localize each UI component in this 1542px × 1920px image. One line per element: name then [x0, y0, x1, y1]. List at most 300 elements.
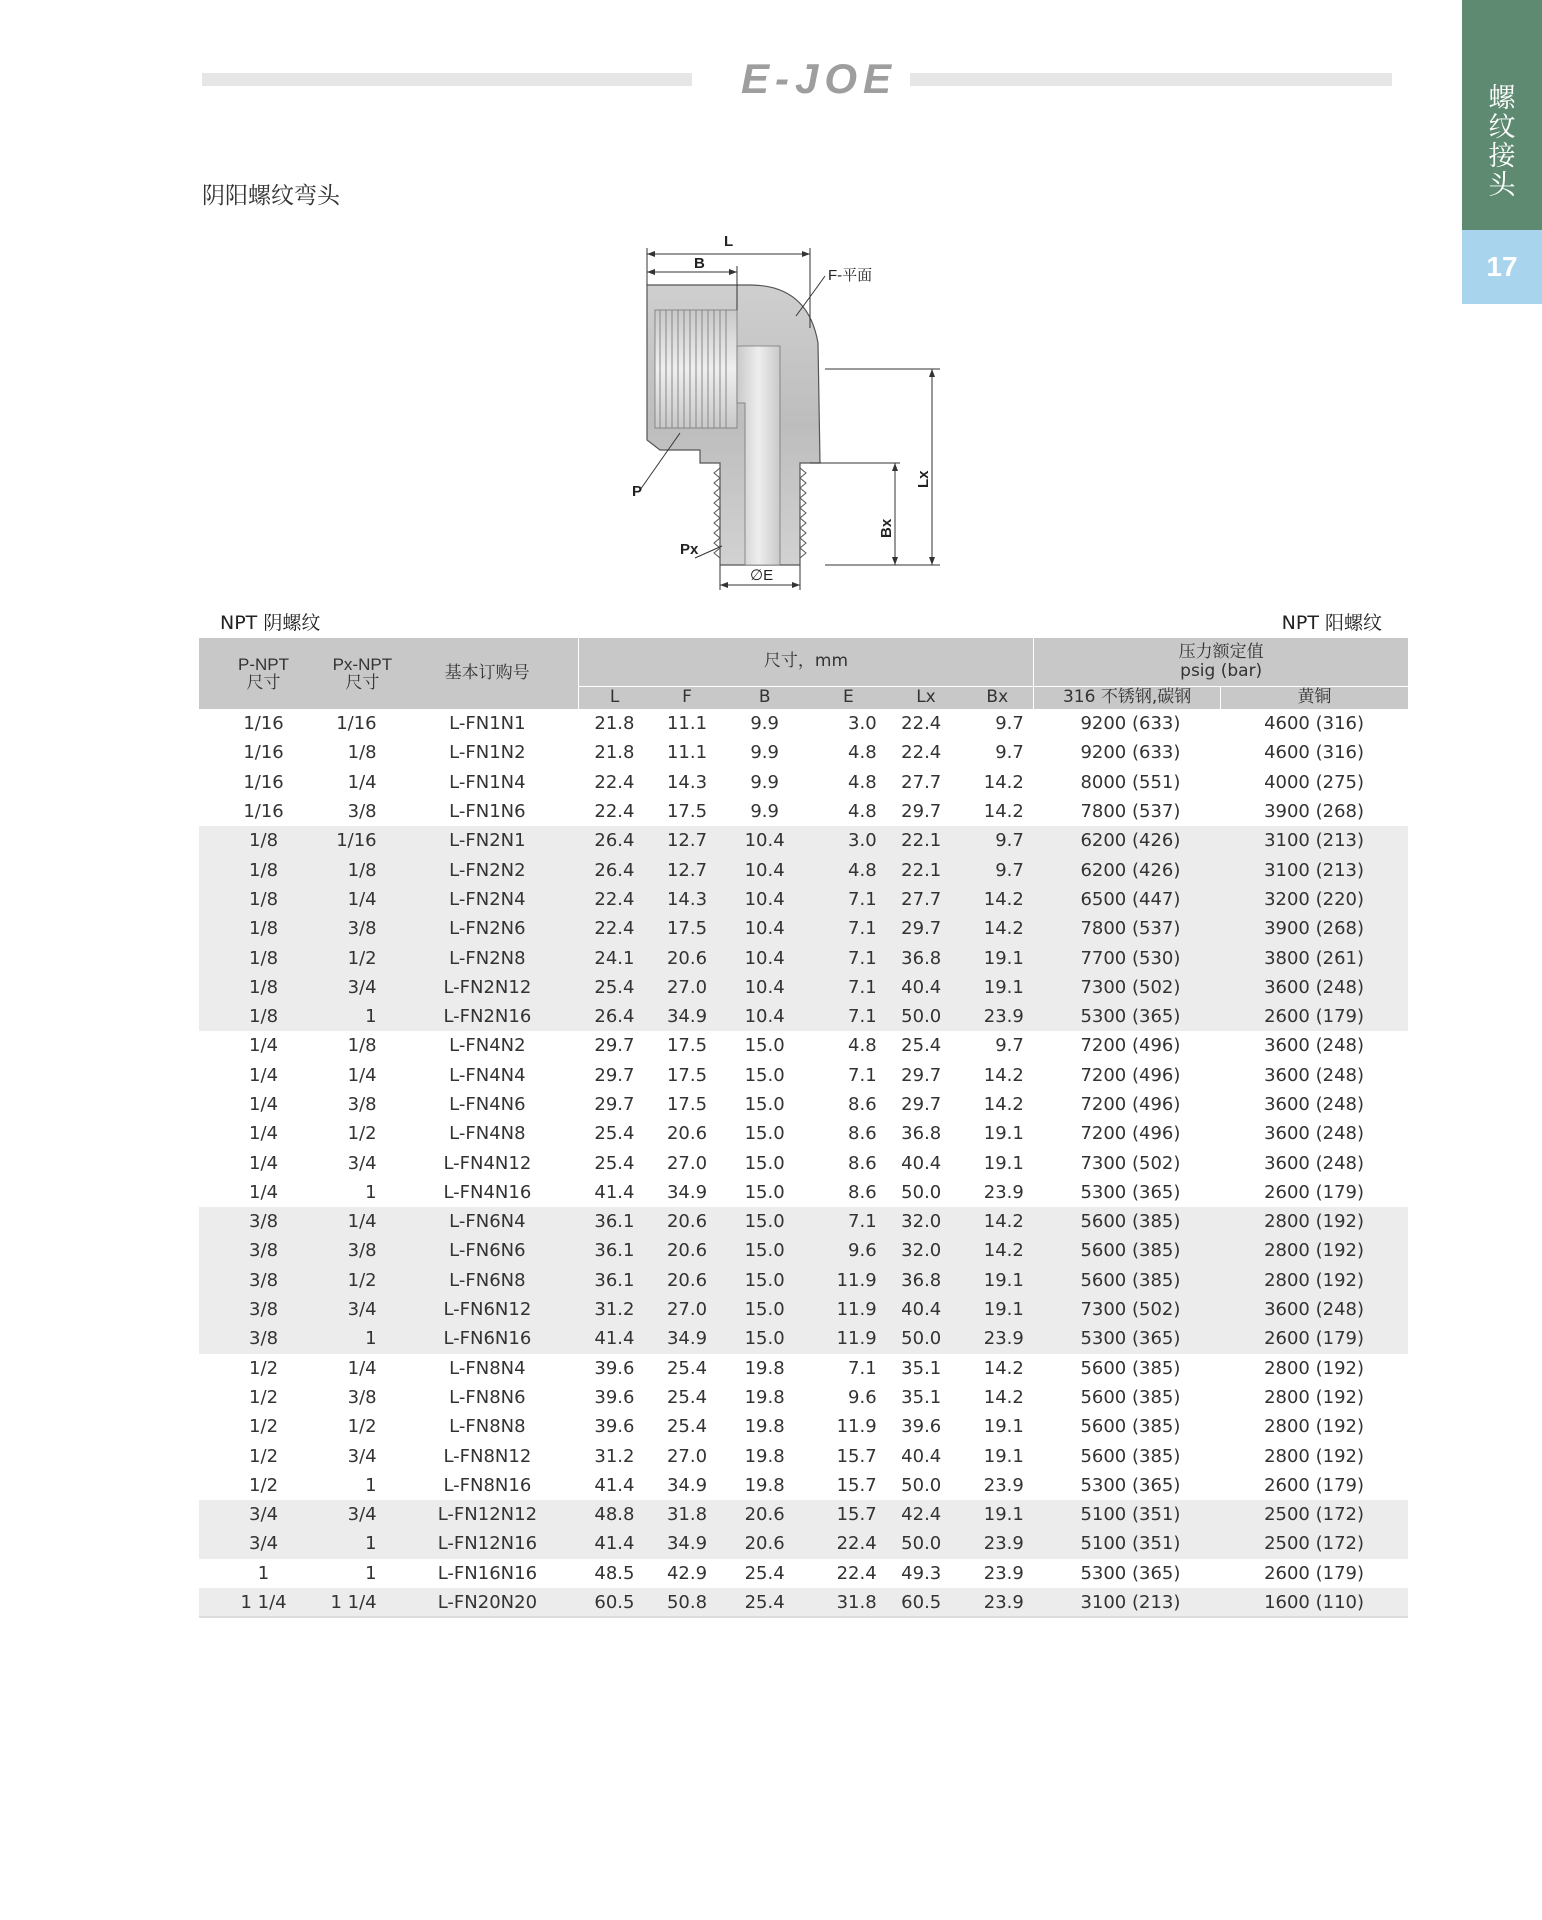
cell-f: 34.9 [651, 1529, 724, 1558]
cell-lx: 25.4 [901, 1035, 942, 1057]
cell-bx: 19.1 [961, 1500, 1034, 1529]
cell-ss: 7300 (502) [1034, 973, 1221, 1002]
cell-f: 34.9 [666, 1474, 708, 1496]
header-rule-left [202, 73, 692, 86]
cell-px: 1/4 [347, 771, 377, 793]
col-pressure-l1: 压力额定值 [1178, 641, 1264, 662]
cell-lx: 42.4 [891, 1500, 962, 1529]
cell-f: 34.9 [651, 1324, 724, 1353]
table-row [199, 1412, 1408, 1441]
table-row [199, 1500, 1408, 1529]
cell-p: 3/8 [199, 1324, 328, 1353]
cell-no: L-FN4N16 [443, 1181, 532, 1203]
cell-no: L-FN16N16 [437, 1562, 538, 1584]
col-ss: 316 不锈钢,碳钢 [1034, 686, 1221, 709]
cell-bx: 23.9 [983, 1562, 1024, 1584]
cell-p: 1/8 [199, 826, 328, 855]
cell-bx: 14.2 [983, 771, 1024, 793]
cell-brass: 3200 (220) [1220, 885, 1408, 914]
table-row [199, 885, 1408, 914]
cell-l: 25.4 [594, 1123, 635, 1145]
cell-px: 3/8 [347, 1386, 377, 1408]
label-l: L [724, 233, 734, 250]
cell-no: L-FN8N8 [449, 1416, 526, 1438]
table-row [199, 1266, 1408, 1295]
col-p-npt [199, 638, 328, 709]
cell-no: L-FN6N16 [397, 1324, 579, 1353]
cell-brass: 2800 (192) [1220, 1207, 1408, 1236]
table-row [199, 1207, 1408, 1236]
cell-f: 14.3 [651, 885, 724, 914]
cell-ss: 3100 (213) [1034, 1588, 1221, 1617]
cell-no: L-FN4N2 [449, 1035, 526, 1057]
cell-f: 20.6 [651, 1207, 724, 1236]
cell-f: 34.9 [651, 1002, 724, 1031]
cell-lx: 50.0 [891, 1002, 962, 1031]
cell-f: 20.6 [651, 1236, 724, 1265]
cell-ss: 5300 (365) [1080, 1474, 1181, 1496]
cell-brass: 3600 (248) [1264, 1064, 1364, 1086]
cell-e: 7.1 [806, 1002, 891, 1031]
cell-no: L-FN4N4 [449, 1064, 526, 1086]
cell-bx: 9.7 [961, 855, 1034, 884]
cell-brass: 2600 (179) [1264, 1562, 1364, 1584]
table-row [199, 1588, 1408, 1617]
cell-p: 1/4 [249, 1094, 279, 1115]
cell-e: 15.7 [836, 1445, 877, 1467]
cell-bx: 19.1 [961, 1295, 1034, 1324]
cell-no: L-FN6N8 [397, 1266, 579, 1295]
table-row [199, 973, 1408, 1002]
cell-p: 1 [257, 1562, 270, 1584]
cell-px: 1/2 [347, 1416, 377, 1438]
cell-l: 22.4 [594, 801, 635, 823]
elbow-diagram [610, 228, 960, 598]
cell-p: 3/8 [199, 1266, 328, 1295]
spec-table-body [199, 709, 1408, 1617]
cell-px: 1 1/4 [328, 1588, 397, 1617]
cell-p: 1/8 [199, 1002, 328, 1031]
cell-bx: 14.2 [961, 885, 1034, 914]
cell-bx: 19.1 [983, 1152, 1024, 1174]
cell-no: L-FN1N4 [449, 771, 526, 793]
cell-bx: 9.7 [961, 826, 1034, 855]
table-row [199, 1061, 1408, 1090]
col-p-npt-sub: 尺寸 [246, 672, 281, 693]
cell-b: 19.8 [744, 1416, 785, 1438]
cell-f: 17.5 [651, 914, 724, 943]
cell-f: 14.3 [666, 771, 708, 793]
cell-no: L-FN8N12 [443, 1445, 532, 1467]
cell-l: 29.7 [594, 1094, 635, 1115]
cell-brass: 4600 (316) [1264, 713, 1364, 735]
cell-e: 4.8 [848, 801, 877, 823]
cell-lx: 29.7 [901, 1064, 942, 1086]
cell-bx: 19.1 [983, 1416, 1024, 1438]
cell-lx: 50.0 [891, 1529, 962, 1558]
cell-brass: 3600 (248) [1264, 1035, 1364, 1057]
cell-ss: 8000 (551) [1080, 771, 1181, 793]
cell-px: 1 [328, 1002, 397, 1031]
cell-f: 20.6 [651, 1266, 724, 1295]
cell-p: 1/2 [249, 1445, 279, 1467]
cell-lx: 32.0 [891, 1236, 962, 1265]
cell-lx: 32.0 [891, 1207, 962, 1236]
cell-b: 10.4 [723, 1002, 806, 1031]
cell-e: 9.6 [806, 1236, 891, 1265]
cell-no: L-FN8N4 [449, 1357, 526, 1379]
side-category-text: 螺纹接头 [1488, 83, 1516, 201]
cell-p: 3/4 [199, 1529, 328, 1558]
cell-e: 9.6 [848, 1386, 877, 1408]
cell-b: 20.6 [723, 1500, 806, 1529]
table-row [199, 1354, 1408, 1383]
table-row [199, 1295, 1408, 1324]
cell-no: L-FN20N20 [397, 1588, 579, 1617]
cell-b: 15.0 [723, 1266, 806, 1295]
cell-px: 1 [365, 1474, 377, 1496]
cell-l: 60.5 [578, 1588, 651, 1617]
label-lx: Lx [915, 470, 932, 488]
cell-l: 48.8 [578, 1500, 651, 1529]
cell-bx: 19.1 [961, 943, 1034, 972]
cell-lx: 40.4 [901, 1445, 942, 1467]
cell-lx: 29.7 [891, 914, 962, 943]
cell-p: 3/8 [199, 1236, 328, 1265]
cell-lx: 22.4 [901, 713, 942, 735]
cell-p: 1/4 [249, 1064, 279, 1086]
cell-lx: 27.7 [901, 771, 942, 793]
cell-lx: 60.5 [891, 1588, 962, 1617]
cell-px: 3/4 [328, 1500, 397, 1529]
cell-b: 10.4 [723, 943, 806, 972]
cell-no: L-FN2N1 [397, 826, 579, 855]
cell-l: 29.7 [594, 1064, 635, 1086]
cell-l: 39.6 [594, 1357, 635, 1379]
cell-f: 17.5 [666, 1064, 708, 1086]
cell-e: 4.8 [848, 742, 877, 764]
cell-no: L-FN4N12 [443, 1152, 532, 1174]
table-row [199, 1441, 1408, 1470]
cell-e: 11.9 [806, 1324, 891, 1353]
cell-l: 22.4 [578, 914, 651, 943]
cell-px: 1/8 [347, 1035, 377, 1057]
cell-p: 1/4 [249, 1152, 279, 1174]
cell-brass: 1600 (110) [1220, 1588, 1408, 1617]
cell-ss: 6200 (426) [1034, 855, 1221, 884]
cell-px: 1/8 [347, 742, 377, 764]
table-row [199, 1529, 1408, 1558]
cell-b: 10.4 [723, 855, 806, 884]
cell-lx: 39.6 [901, 1416, 942, 1438]
cell-ss: 7200 (496) [1080, 1094, 1181, 1115]
col-px-npt-label: Px-NPT [332, 654, 393, 674]
cell-e: 22.4 [836, 1562, 877, 1584]
cell-e: 3.0 [848, 713, 877, 735]
col-b: B [723, 686, 806, 709]
cell-f: 25.4 [666, 1357, 708, 1379]
cell-px: 1/4 [347, 1064, 377, 1086]
cell-brass: 2800 (192) [1264, 1445, 1364, 1467]
cell-px: 3/4 [347, 1152, 377, 1174]
cell-b: 15.0 [723, 1236, 806, 1265]
cell-no: L-FN12N16 [397, 1529, 579, 1558]
cell-f: 20.6 [666, 1123, 708, 1145]
cell-e: 4.8 [848, 771, 877, 793]
cell-e: 4.8 [848, 1035, 877, 1057]
cell-px: 1/4 [347, 1357, 377, 1379]
cell-lx: 35.1 [901, 1357, 942, 1379]
table-row [199, 1031, 1408, 1060]
cell-b: 19.8 [744, 1445, 785, 1467]
cell-px: 1 [365, 1562, 377, 1584]
cell-f: 27.0 [666, 1152, 708, 1174]
cell-l: 24.1 [578, 943, 651, 972]
cell-brass: 3900 (268) [1264, 801, 1364, 823]
cell-e: 11.9 [806, 1295, 891, 1324]
cell-bx: 9.7 [995, 742, 1024, 764]
cell-e: 11.9 [806, 1266, 891, 1295]
cell-b: 15.0 [744, 1094, 785, 1115]
cell-b: 15.0 [723, 1207, 806, 1236]
cell-px: 1/2 [328, 943, 397, 972]
cell-ss: 5600 (385) [1080, 1357, 1181, 1379]
cell-ss: 5100 (351) [1034, 1529, 1221, 1558]
cell-px: 3/4 [328, 1295, 397, 1324]
cell-p: 1/16 [243, 771, 284, 793]
cell-f: 17.5 [666, 1094, 708, 1115]
cell-no: L-FN1N1 [449, 713, 526, 735]
cell-brass: 2800 (192) [1220, 1266, 1408, 1295]
cell-no: L-FN1N2 [449, 742, 526, 764]
cell-lx: 50.0 [901, 1474, 942, 1496]
table-row [199, 797, 1408, 826]
cell-px: 1 [328, 1324, 397, 1353]
cell-ss: 5600 (385) [1034, 1266, 1221, 1295]
cell-no: L-FN8N6 [449, 1386, 526, 1408]
cell-bx: 14.2 [983, 1094, 1024, 1115]
cell-l: 31.2 [594, 1445, 635, 1467]
cell-e: 8.6 [848, 1094, 877, 1115]
cell-b: 10.4 [723, 826, 806, 855]
cell-b: 19.8 [744, 1357, 785, 1379]
cell-ss: 7200 (496) [1080, 1035, 1181, 1057]
spec-table [199, 638, 1408, 1618]
cell-bx: 23.9 [961, 1529, 1034, 1558]
cell-px: 3/8 [328, 914, 397, 943]
cell-f: 34.9 [666, 1181, 708, 1203]
cell-no: L-FN2N12 [397, 973, 579, 1002]
cell-e: 7.1 [806, 914, 891, 943]
cell-l: 22.4 [594, 771, 635, 793]
cell-l: 21.8 [594, 742, 635, 764]
cell-lx: 50.0 [891, 1324, 962, 1353]
cell-e: 7.1 [806, 885, 891, 914]
cell-lx: 50.0 [901, 1181, 942, 1203]
cell-bx: 23.9 [983, 1474, 1024, 1496]
cell-p: 1/16 [243, 742, 284, 764]
cell-l: 39.6 [594, 1416, 635, 1438]
cell-l: 36.1 [578, 1266, 651, 1295]
cell-l: 41.4 [578, 1324, 651, 1353]
cell-px: 1/16 [336, 713, 377, 735]
cell-f: 12.7 [651, 826, 724, 855]
cell-f: 20.6 [651, 943, 724, 972]
cell-l: 25.4 [578, 973, 651, 1002]
cell-no: L-FN12N12 [397, 1500, 579, 1529]
cell-ss: 5600 (385) [1080, 1386, 1181, 1408]
cell-ss: 9200 (633) [1080, 713, 1181, 735]
cell-ss: 5300 (365) [1034, 1324, 1221, 1353]
cell-lx: 22.1 [891, 855, 962, 884]
cell-bx: 23.9 [961, 1588, 1034, 1617]
cell-l: 22.4 [578, 885, 651, 914]
cell-brass: 4600 (316) [1264, 742, 1364, 764]
cell-f: 27.0 [666, 1445, 708, 1467]
cell-f: 27.0 [651, 1295, 724, 1324]
cell-ss: 7800 (537) [1080, 801, 1181, 823]
cell-f: 42.9 [666, 1562, 708, 1584]
cell-b: 10.4 [723, 885, 806, 914]
cell-brass: 2500 (172) [1220, 1529, 1408, 1558]
cell-no: L-FN2N6 [397, 914, 579, 943]
cell-no: L-FN6N12 [397, 1295, 579, 1324]
cell-e: 7.1 [848, 1064, 877, 1086]
male-thread-label: NPT 阳螺纹 [1281, 612, 1382, 634]
table-row [199, 1148, 1408, 1177]
cell-px: 3/8 [347, 801, 377, 823]
cell-b: 9.9 [750, 742, 779, 764]
cell-lx: 22.4 [901, 742, 942, 764]
cell-brass: 2600 (179) [1264, 1474, 1364, 1496]
cell-p: 1/8 [199, 973, 328, 1002]
cell-l: 26.4 [578, 855, 651, 884]
cell-brass: 3600 (248) [1264, 1152, 1364, 1174]
cell-b: 25.4 [723, 1588, 806, 1617]
cell-lx: 40.4 [891, 1295, 962, 1324]
cell-brass: 3600 (248) [1220, 973, 1408, 1002]
cell-brass: 3100 (213) [1220, 826, 1408, 855]
cell-px: 1/4 [328, 1207, 397, 1236]
cell-p: 1/2 [249, 1386, 279, 1408]
brand-logo: E-JOE [740, 55, 898, 102]
cell-bx: 19.1 [983, 1123, 1024, 1145]
table-row [199, 1559, 1408, 1588]
cell-f: 11.1 [666, 713, 708, 735]
cell-p: 1/16 [243, 801, 284, 823]
table-row [199, 1324, 1408, 1353]
cell-ss: 5300 (365) [1080, 1562, 1181, 1584]
cell-l: 41.4 [594, 1181, 635, 1203]
label-px: Px [680, 541, 699, 558]
cell-bx: 23.9 [961, 1002, 1034, 1031]
cell-b: 15.0 [744, 1181, 785, 1203]
cell-b: 15.0 [744, 1064, 785, 1086]
cell-px: 3/8 [347, 1094, 377, 1115]
cell-brass: 2600 (179) [1264, 1181, 1364, 1203]
cell-ss: 7300 (502) [1080, 1152, 1181, 1174]
cell-brass: 2800 (192) [1264, 1386, 1364, 1408]
table-row [199, 855, 1408, 884]
cell-l: 39.6 [594, 1386, 635, 1408]
cell-no: L-FN4N6 [449, 1094, 526, 1115]
col-e: E [806, 686, 891, 709]
cell-px: 1/4 [328, 885, 397, 914]
cell-ss: 5600 (385) [1034, 1236, 1221, 1265]
table-row [199, 1236, 1408, 1265]
col-p-npt-label: P-NPT [238, 654, 290, 674]
table-row [199, 709, 1408, 738]
cell-brass: 2500 (172) [1220, 1500, 1408, 1529]
cell-bx: 14.2 [983, 801, 1024, 823]
cell-ss: 6200 (426) [1034, 826, 1221, 855]
cell-p: 1/8 [199, 943, 328, 972]
cell-p: 1/4 [249, 1123, 279, 1145]
cell-lx: 36.8 [901, 1123, 942, 1145]
cell-brass: 3600 (248) [1264, 1094, 1364, 1115]
cell-no: L-FN4N8 [449, 1123, 526, 1145]
cell-p: 1/8 [199, 855, 328, 884]
cell-no: L-FN6N4 [397, 1207, 579, 1236]
cell-px: 1/16 [328, 826, 397, 855]
cell-no: L-FN2N2 [397, 855, 579, 884]
cell-bx: 19.1 [961, 1266, 1034, 1295]
cell-ss: 7700 (530) [1034, 943, 1221, 972]
cell-brass: 2800 (192) [1264, 1357, 1364, 1379]
cell-ss: 7200 (496) [1080, 1064, 1181, 1086]
cell-px: 1/2 [347, 1123, 377, 1145]
cell-b: 20.6 [723, 1529, 806, 1558]
col-px-npt-sub: 尺寸 [345, 672, 380, 693]
cell-brass: 2800 (192) [1264, 1416, 1364, 1438]
cell-p: 1 1/4 [199, 1588, 328, 1617]
table-row [199, 1090, 1408, 1119]
cell-ss: 5300 (365) [1034, 1002, 1221, 1031]
cell-b: 15.0 [723, 1295, 806, 1324]
cell-bx: 14.2 [961, 914, 1034, 943]
cell-f: 25.4 [666, 1386, 708, 1408]
cell-b: 10.4 [723, 973, 806, 1002]
col-dims: 尺寸，mm [578, 638, 1034, 686]
cell-l: 26.4 [578, 826, 651, 855]
cell-brass: 2600 (179) [1220, 1002, 1408, 1031]
cell-no: L-FN2N4 [397, 885, 579, 914]
female-thread-label: NPT 阴螺纹 [220, 612, 321, 634]
cell-e: 8.6 [848, 1123, 877, 1145]
cell-ss: 7800 (537) [1034, 914, 1221, 943]
cell-l: 26.4 [578, 1002, 651, 1031]
side-category-tab [1462, 0, 1542, 230]
col-bx: Bx [961, 686, 1034, 709]
cell-no: L-FN2N16 [397, 1002, 579, 1031]
cell-e: 7.1 [806, 973, 891, 1002]
cell-l: 29.7 [594, 1035, 635, 1057]
cell-f: 12.7 [651, 855, 724, 884]
cell-bx: 14.2 [983, 1064, 1024, 1086]
cell-ss: 5300 (365) [1080, 1181, 1181, 1203]
cell-bx: 14.2 [961, 1236, 1034, 1265]
cell-bx: 9.7 [995, 713, 1024, 735]
cell-b: 9.9 [750, 713, 779, 735]
cell-lx: 40.4 [901, 1152, 942, 1174]
cell-ss: 7200 (496) [1080, 1123, 1181, 1145]
table-row [199, 1178, 1408, 1207]
col-f: F [651, 686, 724, 709]
cell-b: 15.0 [744, 1123, 785, 1145]
cell-e: 15.7 [836, 1474, 877, 1496]
cell-px: 3/8 [328, 1236, 397, 1265]
cell-p: 1/4 [249, 1035, 279, 1057]
